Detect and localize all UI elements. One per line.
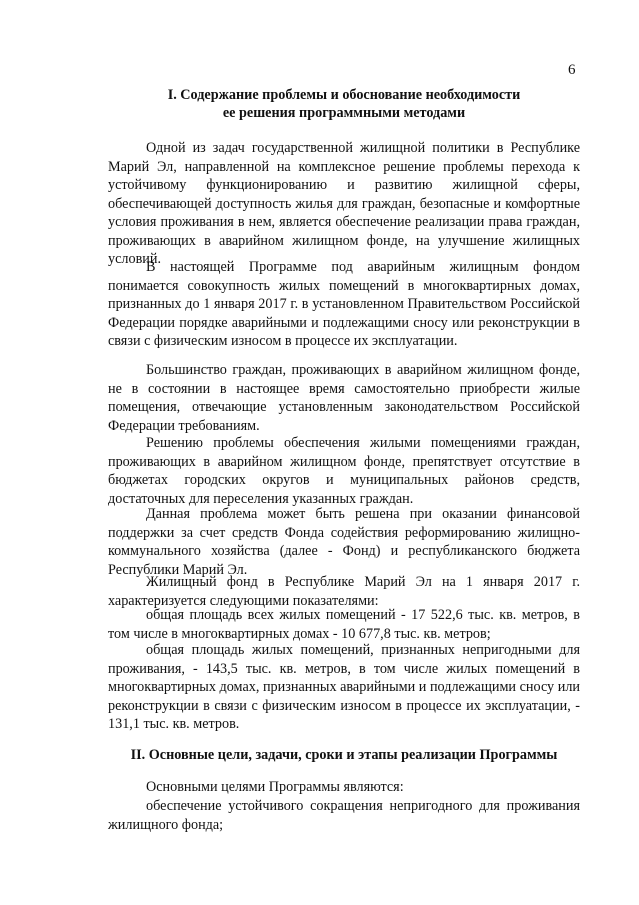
paragraph: Одной из задач государственной жилищной политики в Республике Марий Эл, направленной на комплексное решение проблемы перехода к устойчивому функционированию и развитию жилищной сферы, обеспечивающей доступность жилья для граждан, безопасные и комфортные условия проживания в нем, является обеспечение реализации права граждан, проживающих в аварийном жилищном фонде, на улучшение жилищных условий. xyxy=(108,140,580,267)
paragraph: Основными целями Программы являются: xyxy=(146,779,404,795)
paragraph: обеспечение устойчивого сокращения непригодного для проживания жилищного фонда; xyxy=(108,798,580,833)
section-1-heading-line-2: ее решения программными методами xyxy=(222,105,466,121)
page-number: 6 xyxy=(568,62,576,78)
section-1-heading xyxy=(108,86,580,122)
section-2-heading: II. Основные цели, задачи, сроки и этапы реализации Программы xyxy=(130,747,558,763)
paragraph: Решению проблемы обеспечения жилыми помещениями граждан, проживающих в аварийном жилищном фонде, препятствует отсутствие в бюджетах городских округов и муниципальных районов средств, достаточных для переселения указанных граждан. xyxy=(108,435,580,507)
paragraph: Большинство граждан, проживающих в аварийном жилищном фонде, не в состоянии в настоящее время самостоятельно приобрести жилые помещения, отвечающие установленным законодательством Российской Федерации требованиям. xyxy=(108,362,580,434)
paragraph: Данная проблема может быть решена при оказании финансовой поддержки за счет средств Фонда содействия реформированию жилищно-коммунального хозяйства (далее - Фонд) и республиканского бюджета Республики Марий Эл. xyxy=(108,506,580,578)
paragraph: общая площадь всех жилых помещений - 17 522,6 тыс. кв. метров, в том числе в многоквартирных домах - 10 677,8 тыс. кв. метров; xyxy=(108,607,580,642)
paragraph: общая площадь жилых помещений, признанных непригодными для проживания, - 143,5 тыс. кв. метров, в том числе жилых помещений в многоквартирных домах, признанных аварийными и подлежащими сносу или реконструкции в связи с физическим износом в процессе их эксплуатации, - 131,1 тыс. кв. метров. xyxy=(108,642,580,732)
paragraph: Жилищный фонд в Республике Марий Эл на 1 января 2017 г. характеризуется следующими показателями: xyxy=(108,574,580,609)
section-1-heading-line-1: I. Содержание проблемы и обоснование необходимости xyxy=(167,87,521,103)
paragraph: В настоящей Программе под аварийным жилищным фондом понимается совокупность жилых помещений в многоквартирных домах, признанных до 1 января 2017 г. в установленном Правительством Российской Федерации порядке аварийными и подлежащими сносу или реконструкции в связи с физическим износом в процессе их эксплуатации. xyxy=(108,259,580,349)
